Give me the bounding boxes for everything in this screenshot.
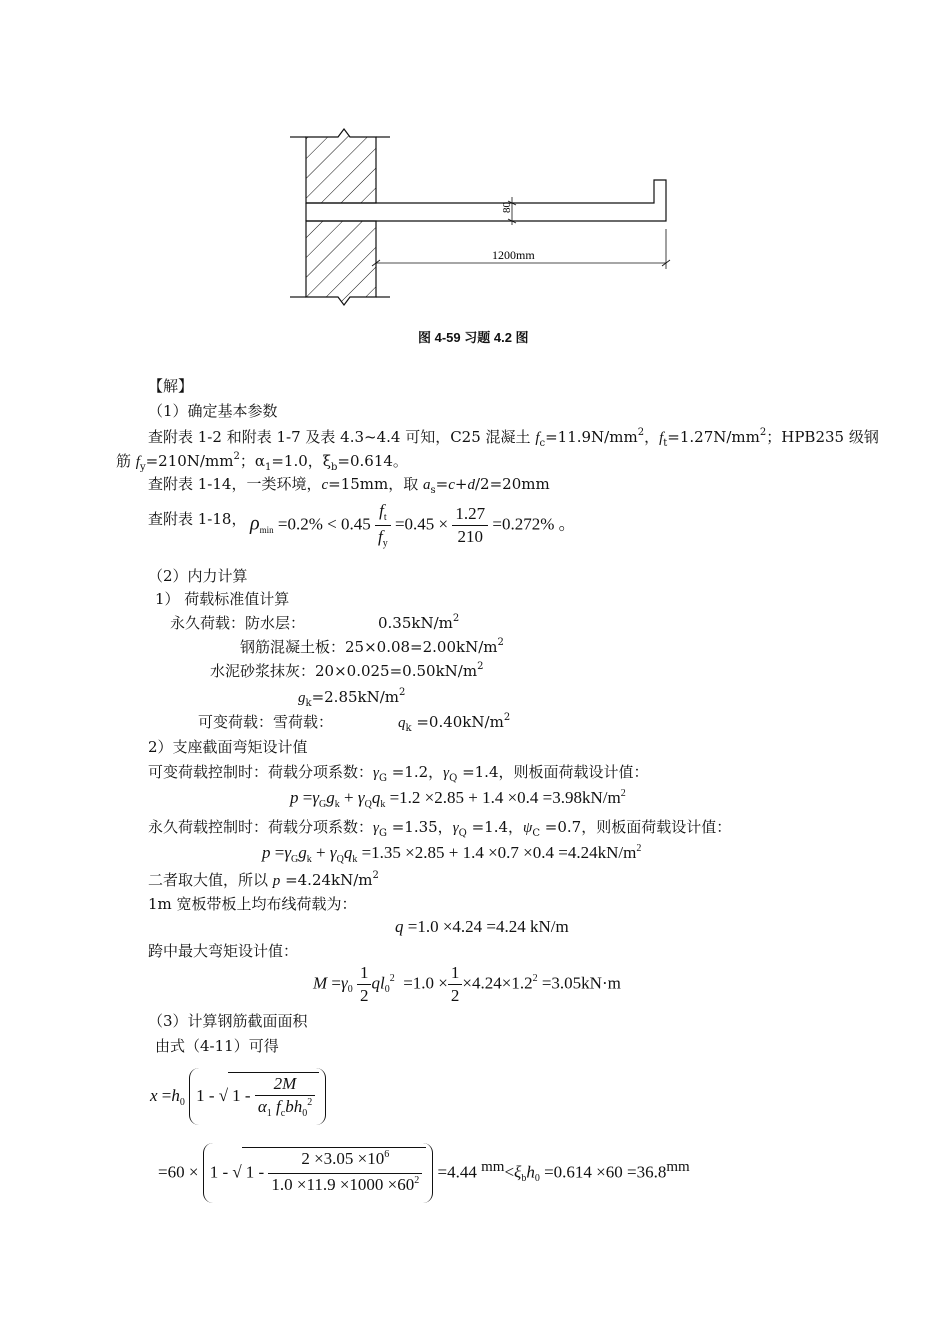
line-load-title: 1m 宽板带板上均布线荷载为： bbox=[148, 895, 357, 913]
eq-p-variable: $p =\gamma_Gg_k + \gamma_Qq_k =1.2 \times 2.85 + 1.4 \times 0.4 =3.98kN/m^2$ bbox=[290, 788, 626, 810]
section-3-title: （3）计算钢筋截面面积 bbox=[148, 1012, 308, 1030]
figure-caption: 图 4-59 习题 4.2 图 bbox=[418, 330, 529, 345]
wall-upper bbox=[306, 129, 376, 203]
section-3-text: 由式（4-11）可得 bbox=[155, 1037, 279, 1055]
var-load-line: 可变荷载：雪荷载： bbox=[198, 713, 334, 731]
params-line-4: 查附表 1-18， bbox=[148, 510, 247, 528]
var-control-line: 可变荷载控制时：荷载分项系数：$\gamma_G =1.2$，$\gamma_Q =1.4$，则板面荷载设计值： bbox=[148, 763, 649, 784]
gk-total: $g_k=2.85kN/m^2$ bbox=[298, 687, 406, 709]
eq-x-result: =60 × 1 - √ 1 - $\frac{2 \times 3.05 \times 10^6}{1.0 \times 11.9 \times 1000 \times 60^2}$ =4.44 $mm<\xi_bh_0 =0.614 \times 60 =36.8mm$ bbox=[158, 1143, 690, 1203]
perm-load-line-1: 永久荷载：防水层： bbox=[170, 614, 306, 632]
section-2-2-title: 2）支座截面弯矩设计值 bbox=[148, 738, 308, 756]
params-line-3: 查附表 1-14，一类环境，c=15mm，取 $a_s=c+d/2=20mm$ bbox=[148, 475, 550, 496]
dim-thickness-label: 80 bbox=[501, 202, 513, 213]
perm-load-value-1: $0.35kN/m^2$ bbox=[378, 613, 460, 632]
qk-value: $q_k =0.40kN/m^2$ bbox=[398, 712, 511, 734]
params-line-1: 查附表 1-2 和附表 1-7 及表 4.3~4.4 可知，C25 混凝土 $f_c=11.9N/mm^2$，$f_t=1.27N/mm^2$；HPB235 级钢 bbox=[148, 427, 879, 449]
params-line-2: 筋 $f_y=210N/mm^2$；$\alpha_1=1.0$，$\xi_b=0.614$。 bbox=[116, 451, 408, 473]
max-load-line: 二者取大值，所以 $p =4.24kN/m^2$ bbox=[148, 870, 379, 889]
dim-span-label: 1200mm bbox=[492, 248, 535, 262]
eq-p-permanent: $p =\gamma_Gg_k + \gamma_Qq_k =1.35 \times 2.85 + 1.4 \times 0.7 \times 0.4 =4.24kN/m^2$ bbox=[262, 843, 642, 865]
perm-load-line-2: 钢筋混凝土板：$25\times 0.08=2.00kN/m^2$ bbox=[240, 637, 504, 656]
rho-min-equation: $\rho_{min} =0.2\% < 0.45$ $\frac{f_t}{f_y}$ =0.45 × $\frac{1.27}{210}$ =0.272% 。 bbox=[250, 501, 576, 549]
solution-heading: 【解】 bbox=[148, 377, 194, 395]
cantilever-slab-figure bbox=[280, 125, 680, 310]
section-1-title: （1）确定基本参数 bbox=[148, 402, 278, 420]
eq-moment: $M =\gamma_0$ $\frac{1}{2}$ $ql_0^2 =1.0$ × $\frac{1}{2}$ $\times 4.24\times 1.2^2 =3.05kN\cdot m$ bbox=[313, 963, 621, 1005]
perm-control-line: 永久荷载控制时：荷载分项系数：$\gamma_G =1.35$，$\gamma_Q =1.4$，$\psi_C =0.7$，则板面荷载设计值： bbox=[148, 818, 732, 839]
moment-title: 跨中最大弯矩设计值： bbox=[148, 942, 299, 960]
section-2-1-title: 1） 荷载标准值计算 bbox=[155, 590, 290, 608]
section-2-title: （2）内力计算 bbox=[148, 567, 248, 585]
eq-q: q =1.0 ×4.24 =4.24 kN/m bbox=[395, 917, 569, 936]
perm-load-line-3: 水泥砂浆抹灰：$20\times 0.025=0.50kN/m^2$ bbox=[210, 661, 484, 680]
eq-x-formula: $x =h_0$ 1 - √ 1 - $\frac{2M}{\alpha_1 f_cbh_0^2}$ bbox=[150, 1068, 326, 1125]
wall-lower bbox=[306, 221, 376, 305]
